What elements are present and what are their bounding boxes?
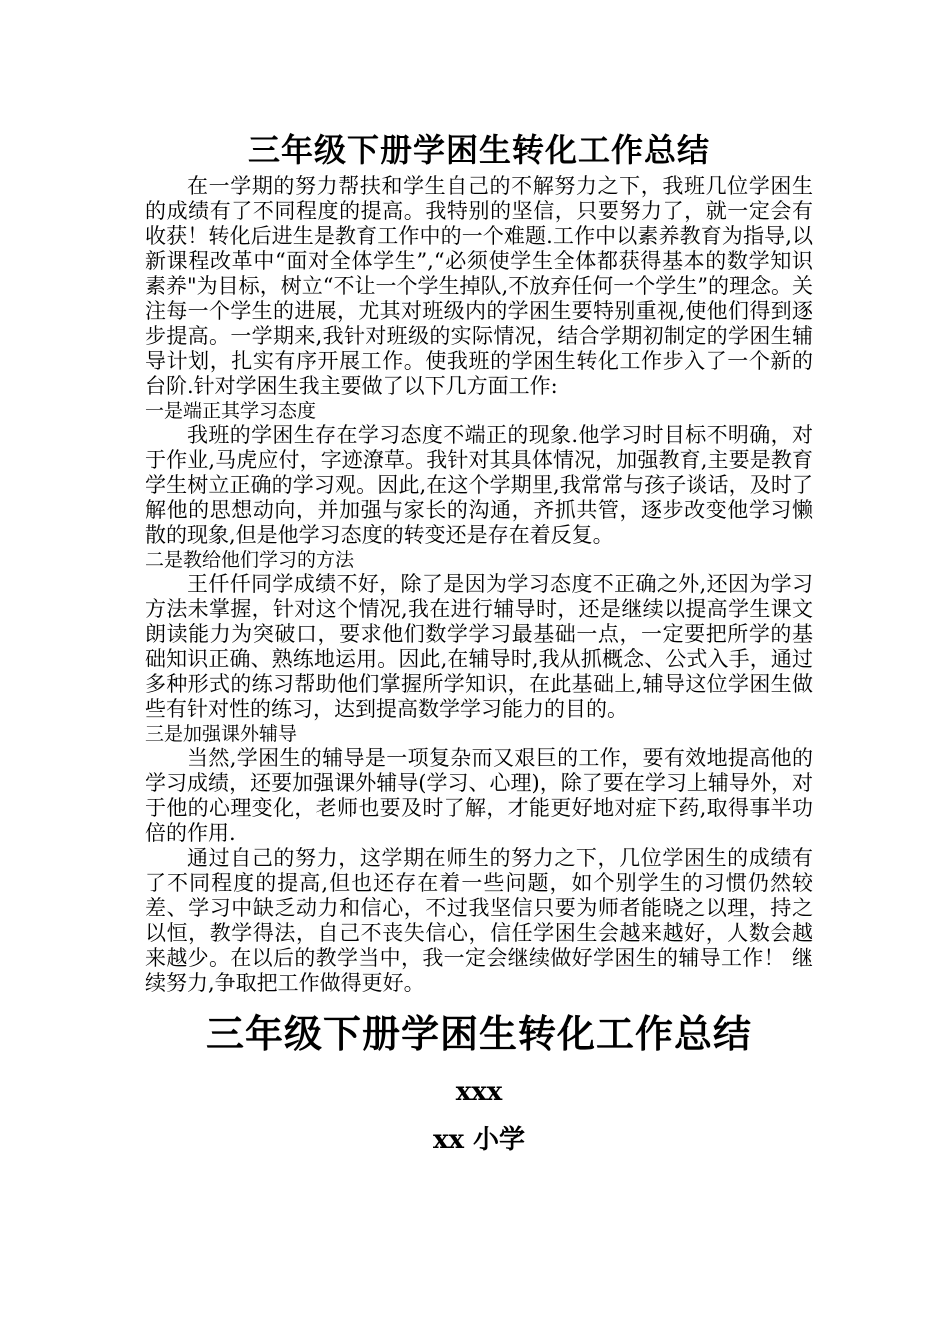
section-heading-1: 一是端正其学习态度 <box>145 400 317 422</box>
document-page <box>145 128 813 1160</box>
document-title: 三年级下册学困生转化工作总结 <box>247 131 710 169</box>
school-name: xx 小学 <box>432 1125 526 1155</box>
author-name: xxx <box>455 1077 503 1107</box>
cover-title: 三年级下册学困生转化工作总结 <box>205 1011 752 1056</box>
section-1-paragraph: 我班的学困生存在学习态度不端正的现象.他学习时目标不明确，对于作业,马虎应付，字迹潦草。我针对其具体情况，加强教育,主要是教育学生树立正确的学习观。因此,在这个学期里,我常常与孩子谈话，及时了解他的思想动向，并加强与家长的沟通，齐抓共管，逐步改变他学习懒散的现象,但是他学习态度的转变还是存在着反复。 <box>145 423 813 547</box>
section-3-paragraph: 当然,学困生的辅导是一项复杂而又艰巨的工作，要有效地提高他的学习成绩，还要加强课外辅导(学习、心理)，除了要在学习上辅导外，对于他的心理变化，老师也要及时了解，才能更好地对症下药,取得事半功倍的作用. <box>145 746 813 845</box>
section-heading-3: 三是加强课外辅导 <box>145 723 298 745</box>
section-2-paragraph: 王仟仟同学成绩不好，除了是因为学习态度不正确之外,还因为学习方法未掌握，针对这个情况,我在进行辅导时，还是继续以提高学生课文朗读能力为突破口，要求他们数学学习最基础一点，一定要把所学的基础知识正确、熟练地运用。因此,在辅导时,我从抓概念、公式入手，通过多种形式的练习帮助他们掌握所学知识，在此基础上,辅导这位学困生做些有针对性的练习，达到提高数学学习能力的目的。 <box>145 572 813 721</box>
intro-paragraph: 在一学期的努力帮扶和学生自己的不解努力之下，我班几位学困生的成绩有了不同程度的提高。我特别的坚信，只要努力了，就一定会有收获！转化后进生是教育工作中的一个难题.工作中以素养教育为指导,以新课程改革中“面对全体学生”,“必须使学生全体都获得基本的数学知识素养"为目标，树立“不让一个学生掉队,不放弃任何一个学生”的理念。关注每一个学生的进展，尤其对班级内的学困生要特别重视,使他们得到逐步提高。一学期来,我针对班级的实际情况，结合学期初制定的学困生辅导计划，扎实有序开展工作。使我班的学困生转化工作步入了一个新的台阶.针对学困生我主要做了以下几方面工作: <box>145 174 813 398</box>
section-heading-2: 二是教给他们学习的方法 <box>145 549 355 571</box>
conclusion-paragraph: 通过自己的努力，这学期在师生的努力之下，几位学困生的成绩有了不同程度的提高,但也还存在着一些问题，如个别学生的习惯仍然较差、学习中缺乏动力和信心，不过我坚信只要为师者能晓之以理，持之以恒，教学得法，自己不丧失信心，信任学困生会越来越好，人数会越来越少。在以后的教学当中，我一定会继续做好学困生的辅导工作！ 继续努力,争取把工作做得更好。 <box>145 846 813 995</box>
